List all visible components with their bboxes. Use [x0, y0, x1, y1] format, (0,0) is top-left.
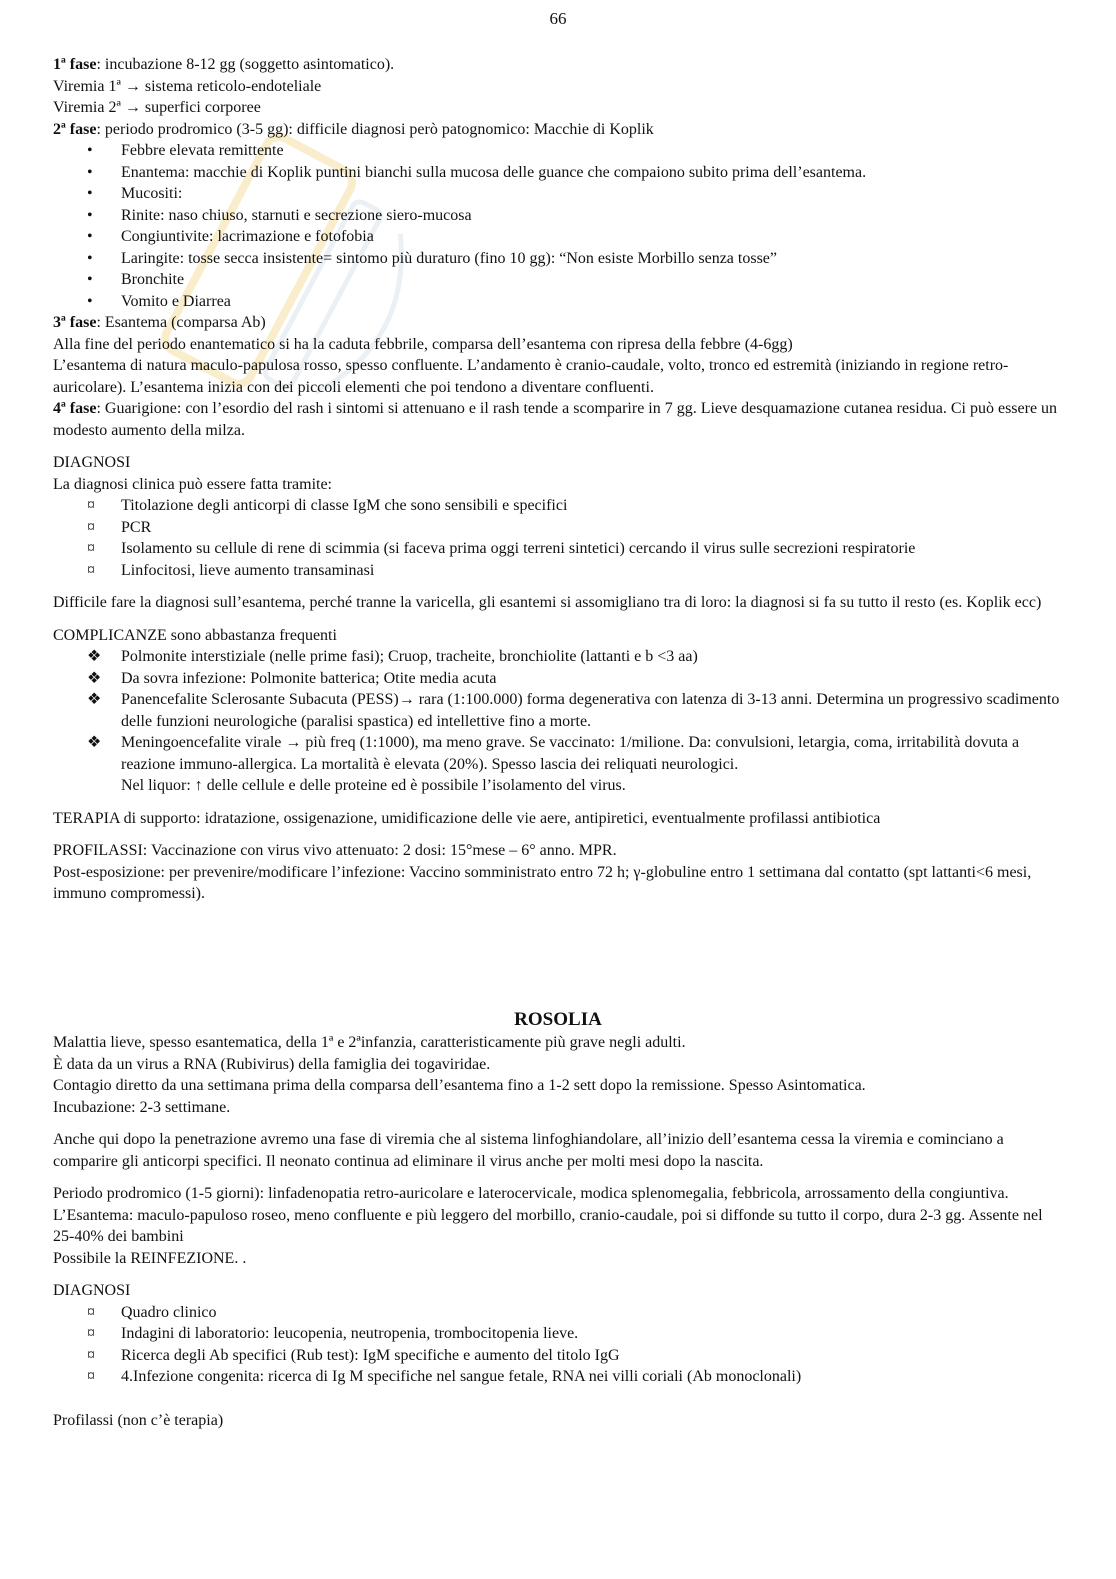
phase3-paragraph-2: L’esantema di natura maculo-papulosa rosso, spesso confluente. L’andamento è cranio-caudale, volto, tronco ed estremità (iniziando in regione retro-auricolare). L’esantema inizia con dei piccoli elementi che poi tendono a diventare confluenti.	[53, 357, 1009, 396]
list-item: • Febbre elevata remittente	[53, 140, 1063, 162]
square-bullet-icon: ¤	[87, 540, 95, 557]
rosolia-prodromico: Periodo prodromico (1-5 giorni): linfadenopatia retro-auricolare e laterocervicale, modica splenomegalia, febbricola, arrossamento della congiuntiva.	[53, 1185, 1009, 1202]
list-item: ¤ Isolamento su cellule di rene di scimmia (si faceva prima oggi terreni sintetici) cercando il virus sulle secrezioni respiratorie	[53, 538, 1063, 560]
list-item: ¤ Indagini di laboratorio: leucopenia, neutropenia, trombocitopenia lieve.	[53, 1323, 1063, 1345]
bullet-icon: •	[87, 142, 93, 159]
diamond-bullet-icon: ❖	[87, 734, 102, 751]
square-bullet-icon: ¤	[87, 1346, 95, 1364]
list-item: ¤ PCR	[53, 517, 1063, 539]
diamond-bullet-icon: ❖	[87, 691, 102, 708]
viremia1-line: Viremia 1ª → sistema reticolo-endoteliale	[53, 77, 322, 95]
rosolia-intro-2: È data da un virus a RNA (Rubivirus) della famiglia dei togaviridae.	[53, 1055, 491, 1073]
profilassi-line: PROFILASSI: Vaccinazione con virus vivo attenuato: 2 dosi: 15°mese – 6° anno. MPR.	[53, 842, 617, 859]
list-item: • Congiuntivite: lacrimazione e fotofobia	[53, 226, 1063, 248]
list-item: ❖ Polmonite interstiziale (nelle prime fasi); Cruop, tracheite, bronchiolite (lattanti e b <3 aa)	[53, 646, 1063, 668]
list-item: • Bronchite	[53, 269, 1063, 291]
bullet-icon: •	[87, 271, 93, 288]
phase1-label: 1ª fase	[53, 56, 97, 73]
phase2-text: : periodo prodromico (3-5 gg): difficile diagnosi però patognomico: Macchie di Koplik	[96, 120, 654, 138]
phase3-line	[53, 312, 1063, 334]
square-bullet-icon: ¤	[87, 1303, 95, 1321]
rosolia-diagnosi-heading: DIAGNOSI	[53, 1282, 131, 1299]
diamond-bullet-icon: ❖	[87, 669, 102, 687]
phase2-line	[53, 119, 1063, 141]
bullet-icon: •	[87, 228, 93, 245]
list-item: • Rinite: naso chiuso, starnuti e secrezione siero-mucosa	[53, 205, 1063, 227]
list-item: ¤ Quadro clinico	[53, 1302, 1063, 1324]
list-item: ❖ Meningoencefalite virale → più freq (1:1000), ma meno grave. Se vaccinato: 1/milione. Da: convulsioni, letargia, coma, irritabilità dovuta a reazione immuno-allergica. La mortalità è elevata (20%). Spesso lascia dei reliquati neurologici. Nel liquor: ↑ delle cellule e delle proteine ed è possibile l’isolamento del virus.	[87, 734, 1020, 794]
post-esposizione-line: Post-esposizione: per prevenire/modificare l’infezione: Vaccino somministrato entro 72 h; γ-globuline entro 1 settimana dal contatto (spt lattanti<6 mesi, immuno compromessi).	[53, 863, 1032, 902]
rosolia-viremia: Anche qui dopo la penetrazione avremo una fase di viremia che al sistema linfoghiandolare, all’inizio dell’esantema cessa la viremia e cominciano a comparire gli anticorpi specifici. Il neonato continua ad eliminare il virus anche per molti mesi dopo la nascita.	[53, 1131, 1004, 1170]
bullet-icon: •	[87, 249, 93, 267]
diamond-bullet-icon: ❖	[87, 648, 102, 665]
complicanze-heading: COMPLICANZE sono abbastanza frequenti	[53, 626, 337, 644]
phase3-text: : Esantema (comparsa Ab)	[96, 314, 266, 331]
rosolia-intro-4: Incubazione: 2-3 settimane.	[53, 1098, 231, 1116]
phase4-text: : Guarigione: con l’esordio del rash i sintomi si attenuano e il rash tende a scomparire in 7 gg. Lieve desquamazione cutanea residua. Ci può essere un modesto aumento della milza.	[53, 400, 1058, 439]
list-item: ¤ Titolazione degli anticorpi di classe IgM che sono sensibili e specifici	[53, 495, 1063, 517]
list-item: • Laringite: tosse secca insistente= sintomo più duraturo (fino 10 gg): “Non esiste Morbillo senza tosse”	[53, 248, 1063, 270]
list-item: • Mucositi:	[53, 183, 1063, 205]
phase2-symptom-list	[53, 140, 1063, 312]
viremia2-line: Viremia 2ª → superfici corporee	[53, 99, 261, 116]
square-bullet-icon: ¤	[87, 1325, 95, 1342]
phase1-line	[53, 54, 1063, 76]
square-bullet-icon: ¤	[87, 497, 95, 514]
bullet-icon: •	[87, 206, 93, 224]
document-body	[53, 54, 1063, 1431]
phase3-paragraph-1: Alla fine del periodo enantematico si ha la caduta febbrile, comparsa dell’esantema con ripresa della febbre (4-6gg)	[53, 335, 793, 353]
square-bullet-icon: ¤	[87, 518, 95, 536]
rosolia-intro-3: Contagio diretto da una settimana prima della comparsa dell’esantema fino a 1-2 sett dopo la remissione. Spesso Asintomatica.	[53, 1077, 866, 1094]
list-item: ❖ Panencefalite Sclerosante Subacuta (PESS)→ rara (1:100.000) forma degenerativa con latenza di 3-13 anni. Determina un progressivo scadimento delle funzioni neurologiche (paralisi spastica) ed intellettive fino a morte.	[87, 691, 1060, 730]
bullet-icon: •	[87, 163, 93, 181]
diagnosi-heading: DIAGNOSI	[53, 454, 131, 471]
list-item: ¤ Linfocitosi, lieve aumento transaminasi	[53, 560, 1063, 582]
diagnosi-list	[53, 495, 1063, 581]
phase1-text: : incubazione 8-12 gg (soggetto asintomatico).	[96, 56, 395, 73]
complicanze-list	[53, 646, 1063, 797]
terapia-line: TERAPIA di supporto: idratazione, ossigenazione, umidificazione delle vie aere, antipiretici, eventualmente profilassi antibiotica	[53, 809, 881, 827]
phase4-line	[53, 398, 1063, 441]
bullet-icon: •	[87, 185, 93, 202]
square-bullet-icon: ¤	[87, 1368, 95, 1385]
list-item: ¤ Ricerca degli Ab specifici (Rub test): IgM specifiche e aumento del titolo IgG	[53, 1345, 1063, 1367]
phase2-label: 2ª fase	[53, 120, 97, 138]
rosolia-reinfezione: Possibile la REINFEZIONE. .	[53, 1249, 247, 1267]
phase4-label: 4ª fase	[53, 400, 97, 417]
diagnosi-intro: La diagnosi clinica può essere fatta tramite:	[53, 475, 332, 493]
bullet-icon: •	[87, 292, 93, 310]
rosolia-intro-1: Malattia lieve, spesso esantematica, della 1ª e 2ªinfanzia, caratteristicamente più grave negli adulti.	[53, 1034, 686, 1051]
phase3-label: 3ª fase	[53, 314, 97, 331]
list-item: • Vomito e Diarrea	[53, 291, 1063, 313]
square-bullet-icon: ¤	[87, 561, 95, 579]
list-item: ❖ Da sovra infezione: Polmonite batterica; Otite media acuta	[53, 668, 1063, 690]
rosolia-diagnosi-list	[53, 1302, 1063, 1388]
liquor-note: Nel liquor: ↑ delle cellule e delle proteine ed è possibile l’isolamento del virus.	[121, 777, 626, 794]
list-item: • Enantema: macchie di Koplik puntini bianchi sulla mucosa delle guance che compaiono subito prima dell’esantema.	[53, 162, 1063, 184]
diagnosi-note: Difficile fare la diagnosi sull’esantema, perché tranne la varicella, gli esantemi si assomigliano tra di loro: la diagnosi si fa su tutto il resto (es. Koplik ecc)	[53, 594, 1042, 611]
rosolia-profilassi: Profilassi (non c’è terapia)	[53, 1411, 224, 1429]
list-item: ¤ 4.Infezione congenita: ricerca di Ig M specifiche nel sangue fetale, RNA nei villi coriali (Ab monoclonali)	[53, 1366, 1063, 1388]
page-number: 66	[549, 9, 567, 28]
rosolia-title: ROSOLIA	[514, 1008, 602, 1030]
rosolia-esantema: L’Esantema: maculo-papuloso roseo, meno confluente e più leggero del morbillo, cranio-caudale, poi si diffonde su tutto il corpo, dura 2-3 gg. Assente nel 25-40% dei bambini	[53, 1206, 1043, 1245]
